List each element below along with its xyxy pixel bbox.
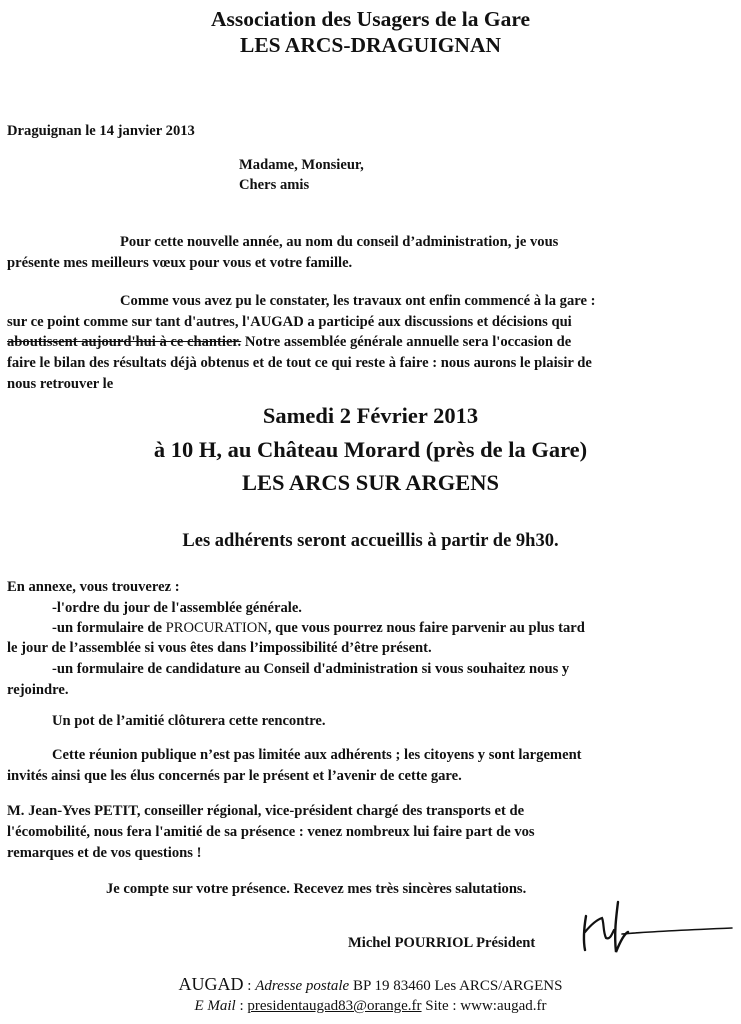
footer-brand: AUGAD	[178, 974, 244, 994]
annex-item2-line2: le jour de l’assemblée si vous êtes dans l’impossibilité d’être présent.	[7, 640, 432, 656]
signatory: Michel POURRIOL Président	[348, 935, 536, 951]
closing-line: Je compte sur votre présence. Recevez mes très sincères salutations.	[106, 881, 527, 897]
footer-address	[0, 974, 741, 996]
guest-line2: l'écomobilité, nous fera l'amitié de sa présence : venez nombreux lui faire part de vos	[7, 824, 535, 840]
guest-line3: remarques et de vos questions !	[7, 845, 202, 861]
guest-line1: M. Jean-Yves PETIT, conseiller régional, vice-président chargé des transports et de	[7, 803, 525, 819]
footer-email-label: E Mail	[194, 998, 236, 1014]
struck-text: aboutissent aujourd'hui à ce chantier.	[7, 334, 242, 350]
annex-intro: En annexe, vous trouverez :	[7, 579, 180, 595]
event-welcome: Les adhérents seront accueillis à partir de 9h30.	[182, 531, 559, 551]
para2-line2: sur ce point comme sur tant d'autres, l'AUGAD a participé aux discussions et décisions qui	[7, 314, 572, 330]
footer-address-label: Adresse postale	[255, 978, 350, 994]
para2-line3-rest: Notre assemblée générale annuelle sera l'occasion de	[241, 334, 572, 350]
event-place: à 10 H, au Château Morard (près de la Gare)	[153, 437, 588, 462]
public-line2: invités ainsi que les élus concernés par le présent et l’avenir de cette gare.	[7, 768, 462, 784]
annex-item3-line2: rejoindre.	[7, 682, 69, 698]
footer-contact	[0, 996, 741, 1016]
annex-item1: -l'ordre du jour de l'assemblée générale.	[52, 600, 302, 616]
footer-site: Site : www:augad.fr	[421, 998, 547, 1014]
para2-line1: Comme vous avez pu le constater, les travaux ont enfin commencé à la gare :	[120, 293, 596, 309]
annex-item2-a: -un formulaire de	[52, 620, 166, 636]
salutation-line2: Chers amis	[239, 177, 310, 193]
signature-image	[574, 898, 734, 958]
event-date: Samedi 2 Février 2013	[262, 403, 479, 428]
annex-item3-line1: -un formulaire de candidature au Conseil d'administration si vous souhaitez nous y	[52, 661, 570, 677]
para2-line4: faire le bilan des résultats déjà obtenus et de tout ce qui reste à faire : nous aurons le plaisir de	[7, 355, 592, 371]
procuration-word: PROCURATION	[165, 620, 268, 636]
pot-line: Un pot de l’amitié clôturera cette rencontre.	[52, 713, 326, 729]
association-name: Association des Usagers de la Gare	[210, 7, 531, 31]
event-town: LES ARCS SUR ARGENS	[242, 470, 499, 495]
footer-email-sep: :	[235, 998, 248, 1014]
para1-line1: Pour cette nouvelle année, au nom du conseil d’administration, je vous	[120, 234, 559, 250]
public-line1: Cette réunion publique n’est pas limitée aux adhérents ; les citoyens y sont largement	[52, 747, 582, 763]
annex-item2-c: , que vous pourrez nous faire parvenir au plus tard	[267, 620, 585, 636]
footer-sep: :	[243, 978, 256, 994]
para2-line5: nous retrouver le	[7, 376, 114, 392]
footer-address-text: BP 19 83460 Les ARCS/ARGENS	[349, 978, 563, 994]
footer-email-link[interactable]: presidentaugad83@orange.fr	[247, 998, 422, 1014]
para2-line3	[7, 331, 571, 353]
station-name: LES ARCS-DRAGUIGNAN	[239, 33, 502, 57]
date-line: Draguignan le 14 janvier 2013	[7, 123, 195, 139]
salutation-line1: Madame, Monsieur,	[239, 157, 364, 173]
para1-line2: présente mes meilleurs vœux pour vous et votre famille.	[7, 255, 353, 271]
annex-item2	[52, 617, 585, 639]
